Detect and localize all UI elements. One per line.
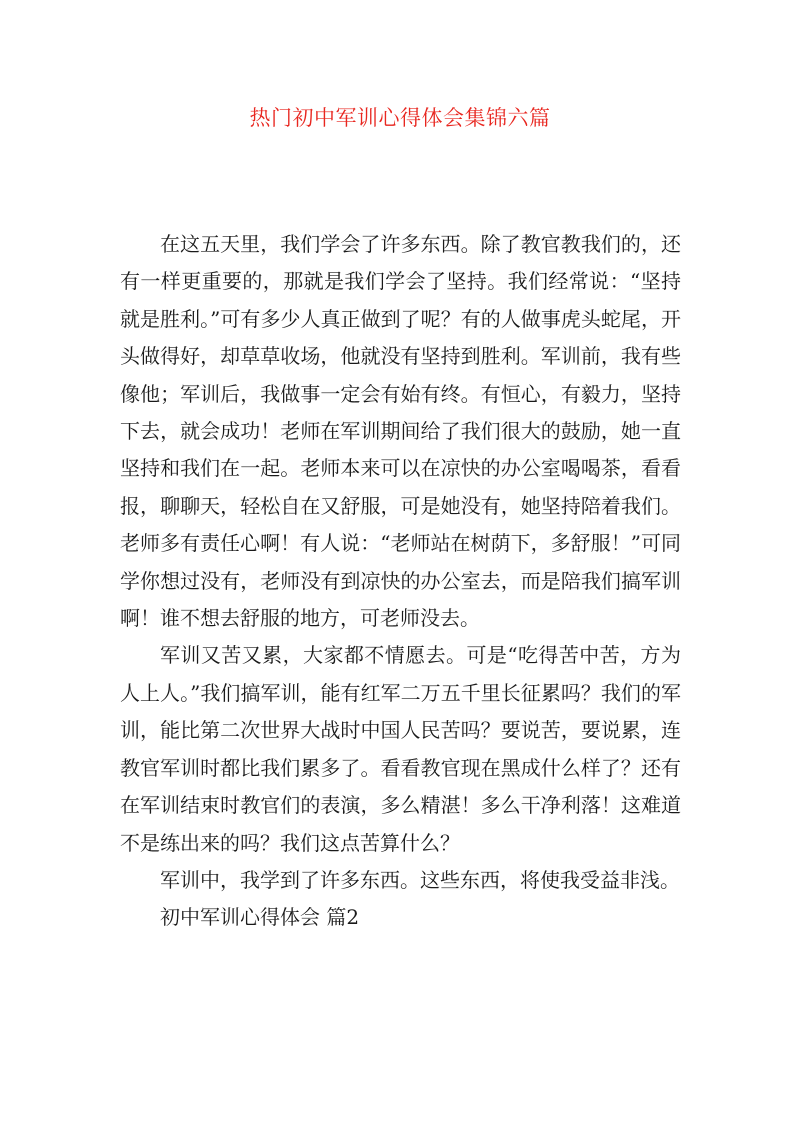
document-title: 热门初中军训心得体会集锦六篇	[249, 106, 551, 130]
paragraph-3: 军训中，我学到了许多东西。这些东西，将使我受益非浅。	[160, 867, 680, 892]
paragraph-1: 在这五天里，我们学会了许多东西。除了教官教我们的，还有一样更重要的，那就是我们学会了坚持。我们经常说：“坚持就是胜利。”可有多少人真正做到了呢？有的人做事虎头蛇尾，开头做得好，却草草收场，他就没有坚持到胜利。军训前，我有些像他；军训后，我做事一定会有始有终。有恒心，有毅力，坚持下去，就会成功！老师在军训期间给了我们很大的鼓励，她一直坚持和我们在一起。老师本来可以在凉快的办公室喝喝茶，看看报，聊聊天，轻松自在又舒服，可是她没有，她坚持陪着我们。老师多有责任心啊！有人说：“老师站在树荫下，多舒服！”可同学你想过没有，老师没有到凉快的办公室去，而是陪我们搞军训啊！谁不想去舒服的地方，可老师没去。	[120, 232, 681, 631]
section-heading: 初中军训心得体会 篇2	[160, 905, 360, 930]
paragraph-2: 军训又苦又累，大家都不情愿去。可是“吃得苦中苦，方为人上人。”我们搞军训，能有红军二万五千里长征累吗？我们的军训，能比第二次世界大战时中国人民苦吗？要说苦，要说累，连教官军训时都比我们累多了。看看教官现在黑成什么样了？还有在军训结束时教官们的表演，多么精湛！多么干净利落！这难道不是练出来的吗？我们这点苦算什么？	[120, 643, 681, 855]
document-body	[120, 226, 681, 937]
